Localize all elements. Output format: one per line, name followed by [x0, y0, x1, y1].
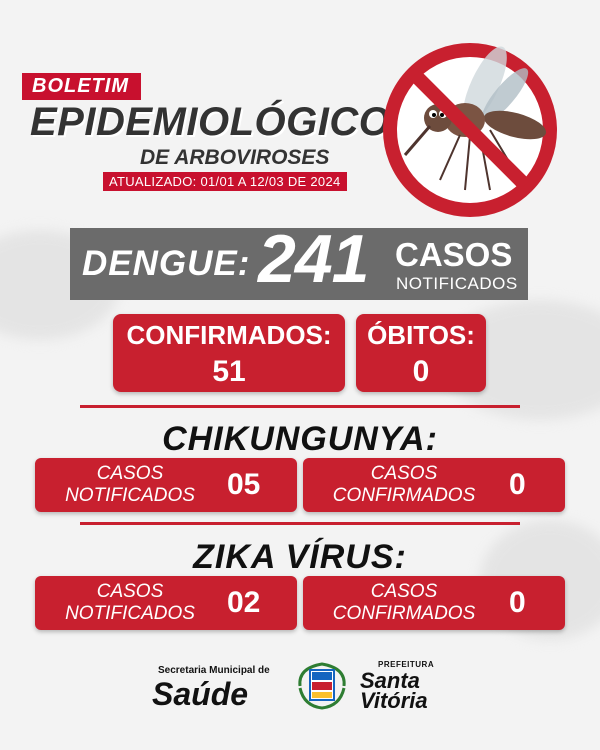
municipal-crest-icon	[294, 660, 350, 712]
zika-confirmed-line2: CONFIRMADOS	[332, 603, 476, 624]
footer-secretaria: Secretaria Municipal de	[158, 665, 270, 676]
footer-city-line2: Vitória	[360, 688, 428, 713]
zika-notified-line2: NOTIFICADOS	[65, 603, 195, 624]
dengue-casos-label: CASOS	[395, 236, 513, 273]
mosquito-prohibited-icon	[380, 40, 560, 220]
footer-prefeitura: PREFEITURA	[378, 660, 435, 669]
bulletin-tag: BOLETIM	[22, 73, 141, 100]
zika-confirmed-line1: CASOS	[370, 581, 438, 602]
page-title: EPIDEMIOLÓGICO	[30, 100, 391, 144]
zika-confirmed-value: 0	[509, 586, 526, 619]
chikungunya-confirmed-value: 0	[509, 468, 526, 501]
chikungunya-confirmed-line1: CASOS	[370, 463, 438, 484]
page-subtitle: DE ARBOVIROSES	[140, 146, 330, 169]
dengue-total: 241	[258, 221, 369, 297]
dengue-label: DENGUE:	[82, 244, 251, 283]
dengue-notificados-label: NOTIFICADOS	[396, 274, 518, 293]
chikungunya-notified-value: 05	[227, 468, 261, 501]
zika-title: ZIKA VÍRUS:	[193, 538, 407, 576]
chikungunya-confirmed-card	[303, 458, 565, 512]
section-divider	[80, 522, 520, 525]
footer-saude-logo: Saúde	[152, 676, 249, 712]
chikungunya-confirmed-line2: CONFIRMADOS	[332, 485, 476, 506]
footer-city-line1: Santa	[360, 668, 420, 693]
dengue-confirmed-value: 51	[212, 355, 246, 388]
zika-notified-card	[35, 576, 297, 630]
dengue-confirmed-card	[113, 314, 345, 392]
chikungunya-notified-line1: CASOS	[96, 463, 164, 484]
zika-notified-line1: CASOS	[96, 581, 164, 602]
chikungunya-title: CHIKUNGUNYA:	[162, 420, 438, 458]
dengue-deaths-value: 0	[412, 355, 430, 388]
section-divider	[80, 405, 520, 408]
zika-notified-value: 02	[227, 586, 261, 619]
chikungunya-notified-line2: NOTIFICADOS	[65, 485, 195, 506]
dengue-deaths-label: ÓBITOS:	[367, 320, 475, 350]
chikungunya-notified-card	[35, 458, 297, 512]
zika-confirmed-card	[303, 576, 565, 630]
dengue-deaths-card	[356, 314, 486, 392]
update-date: ATUALIZADO: 01/01 A 12/03 DE 2024	[103, 172, 347, 191]
dengue-confirmed-label: CONFIRMADOS:	[126, 320, 332, 350]
